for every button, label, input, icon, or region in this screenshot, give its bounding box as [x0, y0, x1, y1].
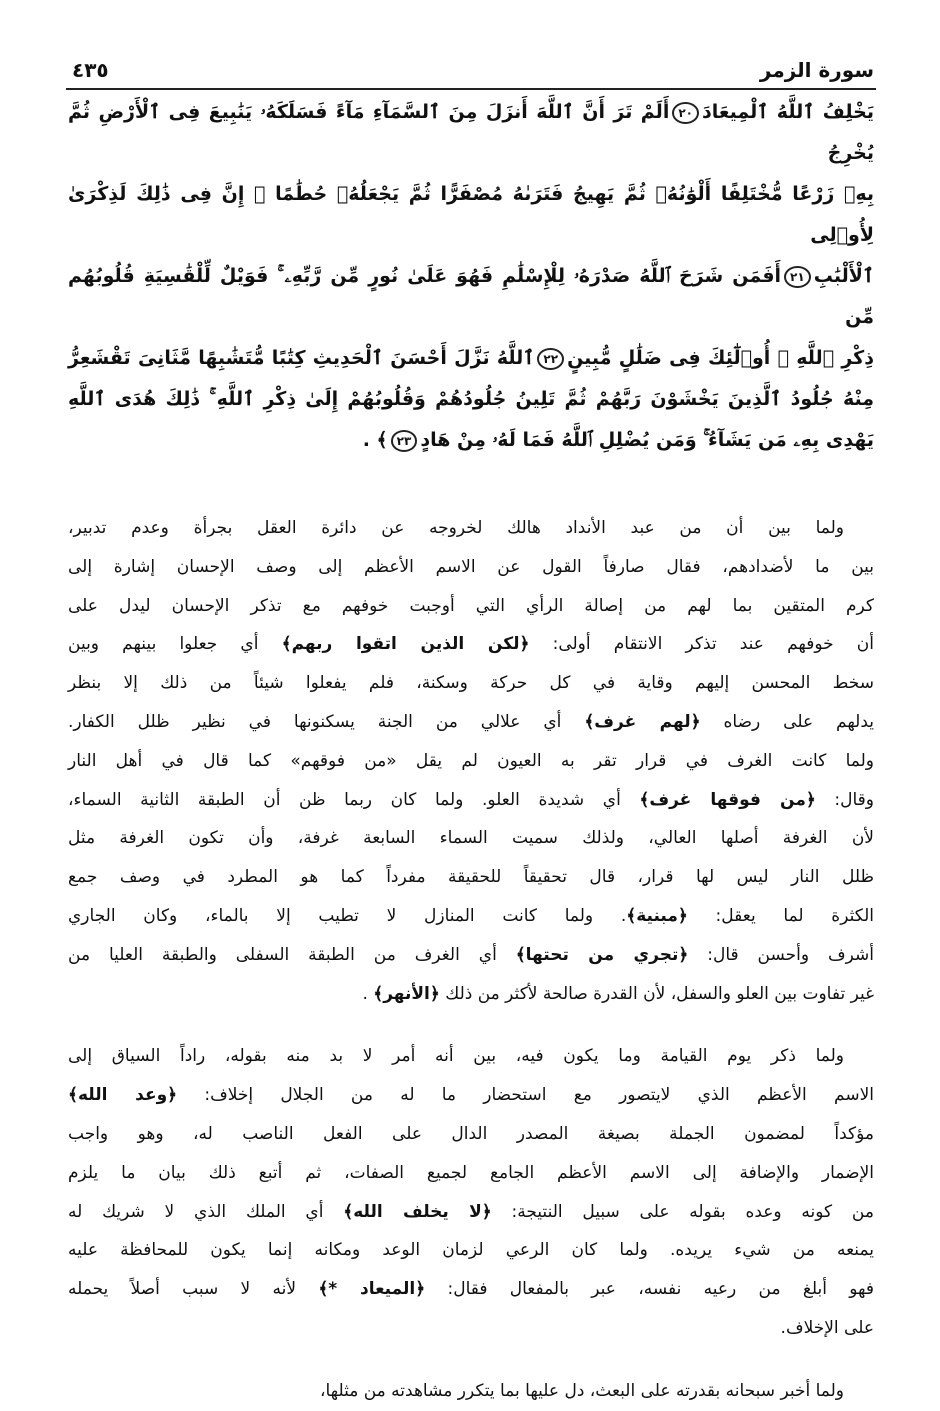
text-line [68, 1309, 874, 1348]
text: لأن الغرفة أصلها العالي، ولذلك سميت السماء السابعة غرفة، وأن تكون الغرفة مثل [68, 828, 874, 849]
text: أي الغرف من الطبقة السفلى والطبقة العليا من [68, 944, 516, 965]
text: أي علالي من الجنة يسكنونها في نظير ظلل الكفار. [68, 711, 585, 732]
text: . ولما كانت المنازل لا تطيب إلا بالماء، وكان الجاري [68, 905, 627, 926]
surah-title: سورة الزمر [759, 58, 874, 82]
quran-text [68, 92, 874, 461]
page-number: ٤٣٥ [72, 58, 109, 82]
text: على الإخلاف. [780, 1317, 874, 1338]
verse-text: بِهِۦ زَرْعًا مُّخْتَلِفًا أَلْوَٰنُهُۥ ثُمَّ يَهِيجُ فَتَرَىٰهُ مُصْفَرًّا ثُمَّ يَجْعَلُهُۥ حُطَٰمًا ۚ إِنَّ فِى ذَٰلِكَ لَذِكْرَىٰ لِأُو۟لِى [68, 183, 874, 246]
text-line [68, 703, 874, 742]
text: كرم المتقين بما لهم من إصالة الرأي التي أوجبت خوفهم مع تذكر الإحسان ليدل على [68, 595, 874, 616]
text: وقال: [815, 789, 874, 810]
text-line [68, 819, 874, 858]
verse-text: يَهْدِى بِهِۦ مَن يَشَآءُ ۚ وَمَن يُضْلِلِ ٱللَّهُ فَمَا لَهُۥ مِنْ هَادٍ [420, 429, 874, 451]
text-line [68, 858, 874, 897]
verse-text: أَلَمْ تَرَ أَنَّ ٱللَّهَ أَنزَلَ مِنَ ٱلسَّمَآءِ مَآءً فَسَلَكَهُۥ يَنَٰبِيعَ فِى ٱلْأَرْضِ ثُمَّ يُخْرِجُ [68, 101, 874, 164]
quoted-verse: ﴿تجري من تحتها﴾ [515, 944, 689, 965]
quoted-verse: ﴿من فوقها غرف﴾ [639, 789, 816, 810]
text: من كونه وعده بقوله على سبيل النتيجة: [491, 1201, 874, 1222]
closing-bracket: ﴾ . [362, 429, 388, 451]
text: يمنعه من شيء يريده. ولما كان الرعي لزمان الوعد ومكانه إنما يكون للمحافظة عليه [68, 1240, 874, 1261]
text: أن خوفهم عند تذكر الانتقام أولى: [529, 634, 875, 655]
verse-marker: ٢١ [784, 266, 811, 288]
text-line [68, 1115, 874, 1154]
commentary-paragraph-1 [68, 509, 874, 1013]
quoted-verse: ﴿الميعاد *﴾ [318, 1279, 426, 1300]
text: أي شديدة العلو. ولما كان ربما ظن أن الطبقة الثانية السماء، [68, 789, 640, 810]
verse-text: يَخْلِفُ ٱللَّهُ ٱلْمِيعَادَ [702, 101, 874, 123]
text-line [68, 587, 874, 626]
quoted-verse: ﴿لهم غرف﴾ [584, 711, 701, 732]
page-body [68, 92, 874, 1411]
quoted-verse: ﴿الأنهر﴾ [373, 983, 440, 1004]
quran-line [68, 174, 874, 256]
verse-marker: ٢٠ [672, 102, 699, 124]
text: مؤكداً لمضمون الجملة بصيغة المصدر الدال على الفعل الناصب له، وهو واجب [68, 1123, 874, 1144]
quoted-verse: ﴿لكن الذين اتقوا ربهم﴾ [281, 634, 530, 655]
quran-line [68, 256, 874, 338]
quoted-verse: ﴿مبنية﴾ [626, 905, 688, 926]
text-line [68, 1193, 874, 1232]
text: أشرف وأحسن قال: [688, 944, 874, 965]
text-line [68, 548, 874, 587]
text: ولما بين أن من عبد الأنداد هالك لخروجه عن دائرة العقل بجرأة وعدم تدبير، [68, 518, 844, 538]
text: فهو أبلغ من رعيه نفسه، عبر بالمفعال فقال: [425, 1279, 875, 1300]
text-line [68, 1076, 874, 1115]
text: سخط المحسن إليهم وقاية في كل حركة وسكنة، فلم يفعلوا شيئاً من ذلك إلا بنظر [68, 673, 874, 694]
verse-text: ٱلْأَلْبَٰبِ [813, 265, 874, 287]
text-line [68, 1372, 874, 1411]
text-line [68, 1231, 874, 1270]
text-line [68, 1037, 874, 1076]
text: ولما كانت الغرف في قرار تقر به العيون لم يقل «من فوقهم» كما قال في أهل النار [68, 750, 874, 771]
text: ولما ذكر يوم القيامة وما يكون فيه، بين أنه أمر لا بد منه بقوله، راداً السياق إلى [68, 1046, 844, 1067]
header-divider [66, 88, 876, 90]
text: الاسم الأعظم الذي لايتصور مع استحضار ما له من الجلال إخلاف: [177, 1085, 874, 1106]
text: ولما أخبر سبحانه بقدرته على البعث، دل عليها بما يتكرر مشاهدته من مثلها، [319, 1380, 844, 1401]
commentary-paragraph-2 [68, 1037, 874, 1347]
verse-text: مِنْهُ جُلُودُ ٱلَّذِينَ يَخْشَوْنَ رَبَّهُمْ ثُمَّ تَلِينُ جُلُودُهُمْ وَقُلُوبُهُمْ إِلَىٰ ذِكْرِ ٱللَّهِ ۚ ذَٰلِكَ هُدَى ٱللَّهِ [68, 388, 874, 410]
quoted-verse: ﴿وعد الله﴾ [68, 1085, 178, 1106]
quran-line [68, 379, 874, 420]
text-line [68, 742, 874, 781]
text: أي الملك الذي لا شريك له [68, 1201, 344, 1222]
text: الكثرة لما يعقل: [687, 905, 874, 926]
text-line [68, 936, 874, 975]
verse-marker: ٢٣ [391, 430, 418, 452]
quran-line [68, 420, 874, 461]
quran-line [68, 338, 874, 379]
text-line [68, 1154, 874, 1193]
quoted-verse: ﴿لا يخلف الله﴾ [343, 1201, 492, 1222]
text: لأنه لا سبب أصلاً يحمله [68, 1279, 319, 1300]
quran-line [68, 92, 874, 174]
text: ظلل النار ليس لها قرار، قال تحقيقاً للحقيقة مفرداً كما هو المطرد في وصف جمع [68, 867, 874, 888]
text-line [68, 975, 874, 1014]
verse-text: ٱللَّهُ نَزَّلَ أَحْسَنَ ٱلْحَدِيثِ كِتَٰبًا مُّتَشَٰبِهًا مَّثَانِىَ تَقْشَعِرُّ [68, 347, 535, 369]
text: يدلهم على رضاه [700, 711, 874, 732]
text-line [68, 664, 874, 703]
text: الإضمار والإضافة إلى الاسم الأعظم الجامع لجميع الصفات، ثم أتبع ذلك بيان ما يلزم [68, 1162, 874, 1183]
text: . [362, 983, 374, 1004]
text: غير تفاوت بين العلو والسفل، لأن القدرة صالحة لأكثر من ذلك [439, 983, 874, 1004]
text-line [68, 1270, 874, 1309]
text: أي جعلوا بينهم وبين [68, 634, 282, 655]
text-line [68, 625, 874, 664]
text: بين ما لأضدادهم، فقال صارفاً القول عن الاسم الأعظم إلى وصف الإحسان إشارة إلى [68, 556, 874, 577]
verse-marker: ٢٢ [537, 348, 564, 370]
commentary-paragraph-3 [68, 1372, 874, 1411]
text-line [68, 509, 874, 548]
text-line [68, 897, 874, 936]
verse-text: ذِكْرِ ٱللَّهِ ۚ أُو۟لَٰٓئِكَ فِى ضَلَٰلٍ مُّبِينٍ [567, 347, 874, 369]
verse-text: أَفَمَن شَرَحَ ٱللَّهُ صَدْرَهُۥ لِلْإِسْلَٰمِ فَهُوَ عَلَىٰ نُورٍ مِّن رَّبِّهِۦ ۚ فَوَيْلٌ لِّلْقَٰسِيَةِ قُلُوبُهُم مِّن [68, 265, 874, 328]
text-line [68, 781, 874, 820]
